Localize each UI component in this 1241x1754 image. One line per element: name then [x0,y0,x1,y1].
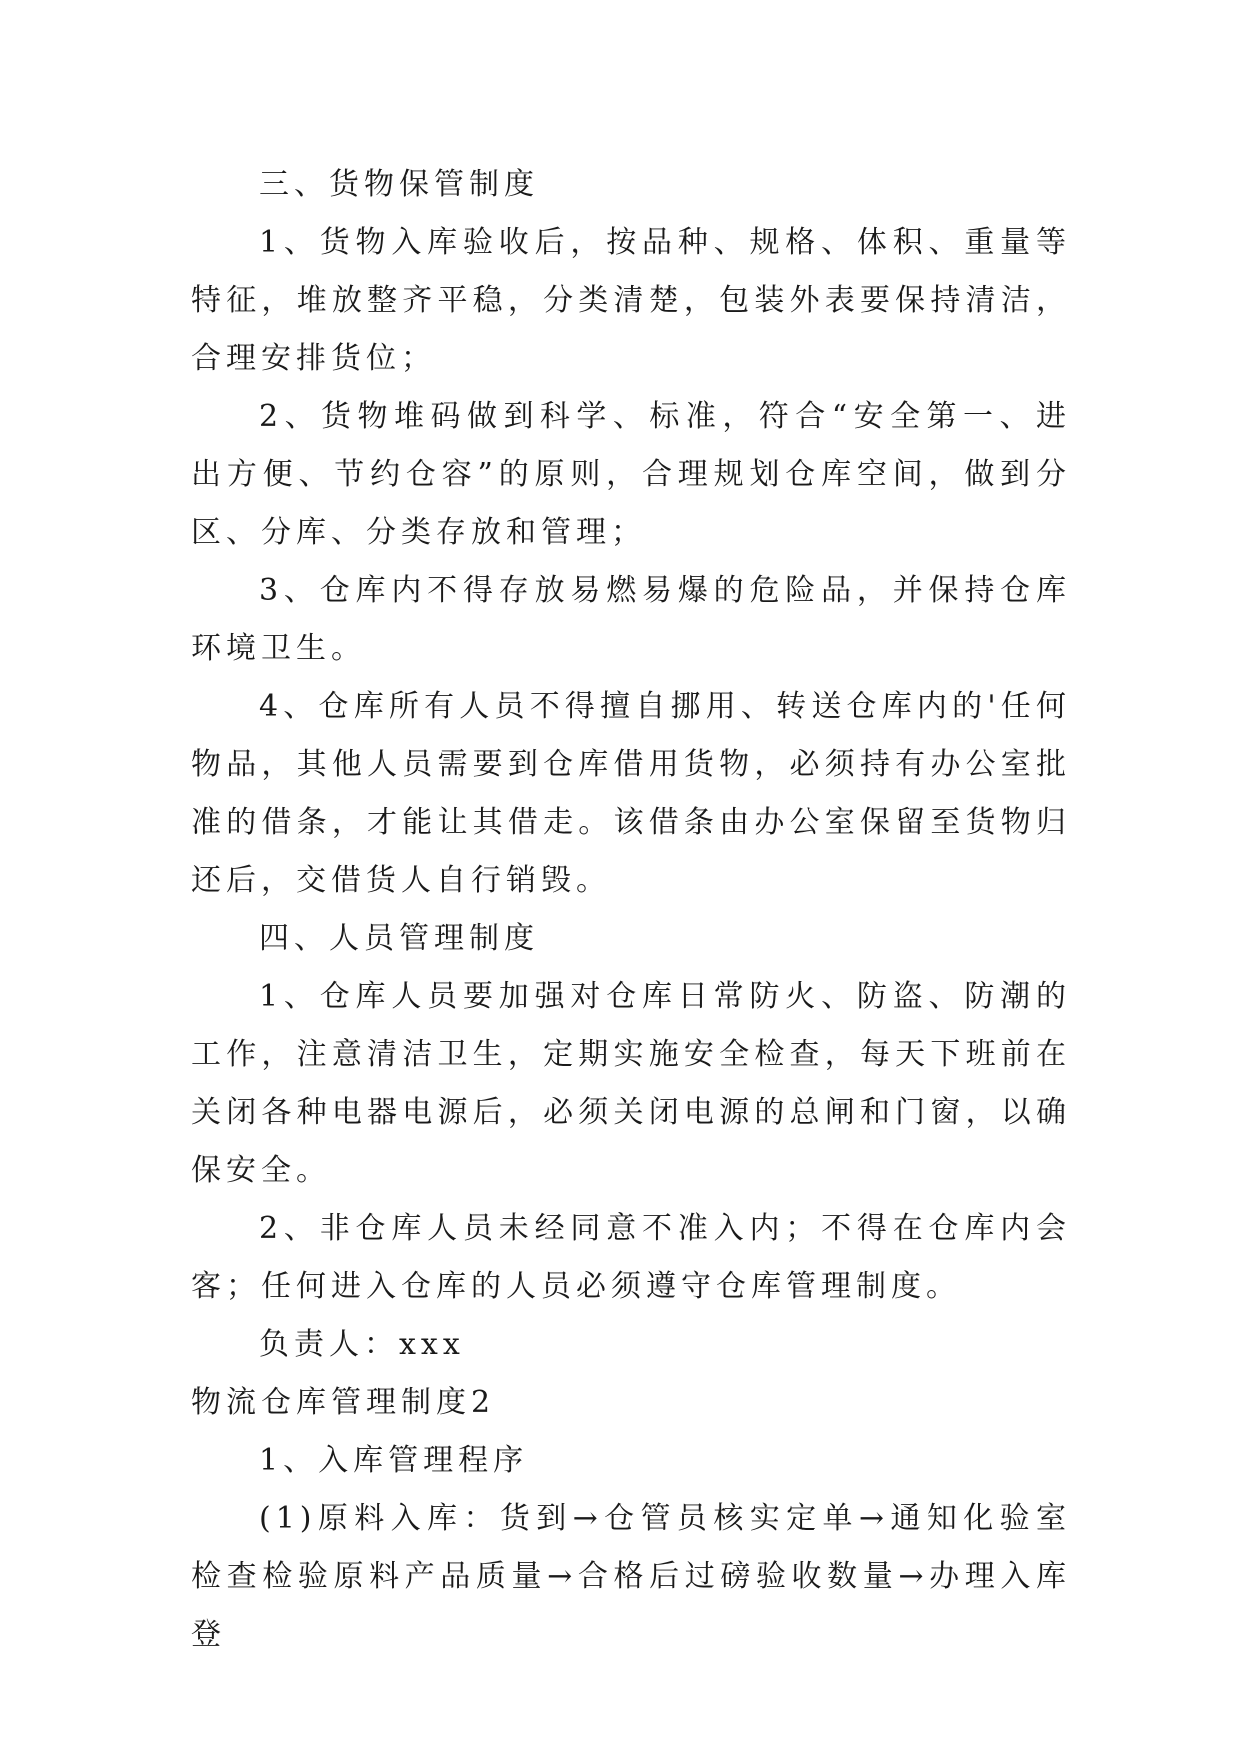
section-heading-storage: 三、货物保管制度 [259,167,539,202]
section-heading-inbound: 1、入库管理程序 [259,1443,529,1478]
responsible-person: 负责人：xxx [259,1327,465,1362]
paragraph-inbound-1: (1)原料入库：货到→仓管员核实定单→通知化验室检查检验原料产品质量→合格后过磅验收数量→办理入库登 [191,1501,1071,1652]
paragraph-personnel-1: 1、仓库人员要加强对仓库日常防火、防盗、防潮的工作，注意清洁卫生，定期实施安全检查，每天下班前在关闭各种电器电源后，必须关闭电源的总闸和门窗，以确保安全。 [191,979,1071,1188]
paragraph-storage-2: 2、货物堆码做到科学、标准，符合“安全第一、进出方便、节约仓容”的原则，合理规划仓库空间，做到分区、分库、分类存放和管理； [191,399,1071,550]
document-title-2: 物流仓库管理制度2 [191,1385,496,1420]
paragraph-storage-4: 4、仓库所有人员不得擅自挪用、转送仓库内的'任何物品，其他人员需要到仓库借用货物，必须持有办公室批准的借条，才能让其借走。该借条由办公室保留至货物归还后，交借货人自行销毁。 [191,689,1071,898]
paragraph-storage-3: 3、仓库内不得存放易燃易爆的危险品，并保持仓库环境卫生。 [191,573,1071,666]
paragraph-personnel-2: 2、非仓库人员未经同意不准入内；不得在仓库内会客；任何进入仓库的人员必须遵守仓库管理制度。 [191,1211,1071,1304]
paragraph-storage-1: 1、货物入库验收后，按品种、规格、体积、重量等特征，堆放整齐平稳，分类清楚，包装外表要保持清洁，合理安排货位； [191,225,1071,376]
document-body [191,156,1071,1664]
section-heading-personnel: 四、人员管理制度 [259,921,539,956]
